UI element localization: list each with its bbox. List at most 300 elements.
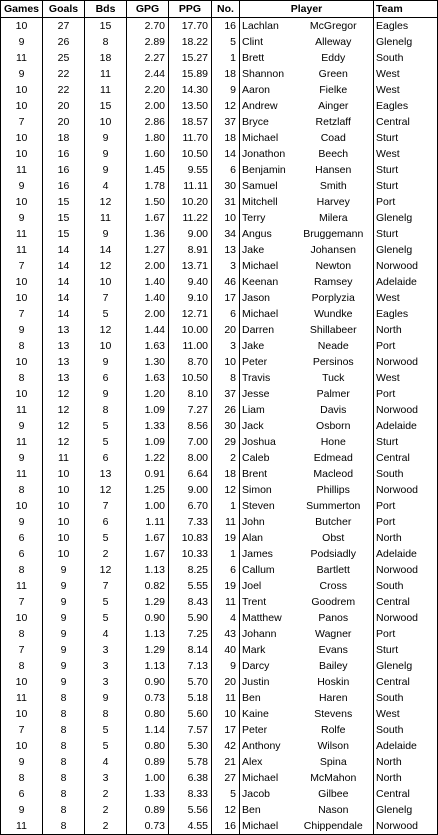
- cell-gpg: 1.25: [127, 482, 169, 498]
- cell-no: 6: [212, 306, 240, 322]
- cell-bds: 11: [85, 210, 127, 226]
- cell-games: 11: [1, 226, 43, 242]
- cell-goals: 8: [43, 690, 85, 706]
- cell-no: 3: [212, 258, 240, 274]
- cell-games: 11: [1, 434, 43, 450]
- cell-ppg: 5.30: [169, 738, 212, 754]
- cell-last-name: Bailey: [294, 658, 374, 674]
- cell-no: 37: [212, 114, 240, 130]
- cell-bds: 4: [85, 178, 127, 194]
- header-games: Games: [1, 1, 43, 18]
- cell-team: Port: [374, 514, 438, 530]
- cell-bds: 9: [85, 386, 127, 402]
- cell-games: 8: [1, 482, 43, 498]
- cell-last-name: Palmer: [294, 386, 374, 402]
- cell-goals: 20: [43, 114, 85, 130]
- cell-ppg: 8.10: [169, 386, 212, 402]
- cell-team: Norwood: [374, 402, 438, 418]
- cell-bds: 13: [85, 466, 127, 482]
- cell-bds: 10: [85, 338, 127, 354]
- cell-first-name: Michael: [240, 770, 294, 786]
- cell-gpg: 0.82: [127, 578, 169, 594]
- cell-last-name: Johansen: [294, 242, 374, 258]
- table-row: [1, 450, 438, 466]
- cell-last-name: Obst: [294, 530, 374, 546]
- cell-ppg: 10.20: [169, 194, 212, 210]
- cell-team: West: [374, 66, 438, 82]
- cell-bds: 9: [85, 690, 127, 706]
- cell-games: 11: [1, 402, 43, 418]
- cell-no: 5: [212, 34, 240, 50]
- cell-bds: 3: [85, 658, 127, 674]
- cell-no: 18: [212, 466, 240, 482]
- cell-first-name: Travis: [240, 370, 294, 386]
- cell-games: 10: [1, 738, 43, 754]
- cell-last-name: Coad: [294, 130, 374, 146]
- cell-games: 11: [1, 162, 43, 178]
- cell-bds: 6: [85, 450, 127, 466]
- table-row: [1, 706, 438, 722]
- cell-goals: 10: [43, 514, 85, 530]
- cell-team: Adelaide: [374, 274, 438, 290]
- table-row: [1, 738, 438, 754]
- table-row: [1, 98, 438, 114]
- table-row: [1, 354, 438, 370]
- cell-last-name: Macleod: [294, 466, 374, 482]
- cell-first-name: Trent: [240, 594, 294, 610]
- cell-bds: 9: [85, 146, 127, 162]
- cell-last-name: Alleway: [294, 34, 374, 50]
- cell-goals: 26: [43, 34, 85, 50]
- cell-first-name: Ben: [240, 802, 294, 818]
- cell-first-name: Joel: [240, 578, 294, 594]
- cell-ppg: 5.18: [169, 690, 212, 706]
- cell-gpg: 1.36: [127, 226, 169, 242]
- cell-gpg: 1.11: [127, 514, 169, 530]
- cell-games: 7: [1, 258, 43, 274]
- cell-last-name: Wagner: [294, 626, 374, 642]
- cell-team: West: [374, 290, 438, 306]
- cell-gpg: 0.80: [127, 738, 169, 754]
- cell-games: 7: [1, 114, 43, 130]
- cell-ppg: 7.33: [169, 514, 212, 530]
- cell-games: 9: [1, 210, 43, 226]
- cell-games: 10: [1, 498, 43, 514]
- cell-team: South: [374, 50, 438, 66]
- cell-goals: 12: [43, 402, 85, 418]
- cell-bds: 2: [85, 546, 127, 562]
- cell-goals: 10: [43, 498, 85, 514]
- table-row: [1, 594, 438, 610]
- cell-team: South: [374, 722, 438, 738]
- cell-bds: 15: [85, 98, 127, 114]
- header-gpg: GPG: [127, 1, 169, 18]
- cell-gpg: 1.67: [127, 530, 169, 546]
- cell-last-name: Tuck: [294, 370, 374, 386]
- cell-games: 10: [1, 146, 43, 162]
- cell-ppg: 10.00: [169, 322, 212, 338]
- cell-last-name: Ainger: [294, 98, 374, 114]
- table-row: [1, 274, 438, 290]
- header-bds: Bds: [85, 1, 127, 18]
- cell-games: 8: [1, 658, 43, 674]
- table-row: [1, 434, 438, 450]
- cell-bds: 8: [85, 706, 127, 722]
- table-row: [1, 786, 438, 802]
- cell-team: Adelaide: [374, 418, 438, 434]
- cell-goals: 8: [43, 738, 85, 754]
- cell-gpg: 1.13: [127, 562, 169, 578]
- cell-ppg: 11.70: [169, 130, 212, 146]
- cell-first-name: Michael: [240, 258, 294, 274]
- cell-first-name: Ben: [240, 690, 294, 706]
- cell-first-name: Steven: [240, 498, 294, 514]
- cell-ppg: 8.70: [169, 354, 212, 370]
- cell-team: Port: [374, 626, 438, 642]
- cell-last-name: Fielke: [294, 82, 374, 98]
- cell-ppg: 17.70: [169, 18, 212, 35]
- table-row: [1, 562, 438, 578]
- cell-ppg: 5.55: [169, 578, 212, 594]
- cell-last-name: Hansen: [294, 162, 374, 178]
- cell-no: 12: [212, 482, 240, 498]
- cell-team: Adelaide: [374, 546, 438, 562]
- cell-gpg: 0.80: [127, 706, 169, 722]
- cell-first-name: Darren: [240, 322, 294, 338]
- cell-bds: 4: [85, 754, 127, 770]
- cell-no: 29: [212, 434, 240, 450]
- cell-ppg: 6.70: [169, 498, 212, 514]
- cell-bds: 5: [85, 594, 127, 610]
- cell-gpg: 1.20: [127, 386, 169, 402]
- cell-last-name: Phillips: [294, 482, 374, 498]
- header-row: [1, 1, 438, 18]
- table-row: [1, 818, 438, 835]
- cell-team: North: [374, 530, 438, 546]
- cell-bds: 3: [85, 642, 127, 658]
- cell-goals: 12: [43, 386, 85, 402]
- cell-goals: 13: [43, 354, 85, 370]
- cell-no: 46: [212, 274, 240, 290]
- table-row: [1, 242, 438, 258]
- table-row: [1, 210, 438, 226]
- cell-bds: 12: [85, 562, 127, 578]
- cell-first-name: Kaine: [240, 706, 294, 722]
- cell-games: 10: [1, 674, 43, 690]
- cell-last-name: Gilbee: [294, 786, 374, 802]
- table-row: [1, 18, 438, 35]
- cell-team: Glenelg: [374, 242, 438, 258]
- cell-games: 10: [1, 194, 43, 210]
- cell-goals: 14: [43, 306, 85, 322]
- cell-gpg: 1.50: [127, 194, 169, 210]
- cell-no: 20: [212, 674, 240, 690]
- cell-games: 9: [1, 450, 43, 466]
- cell-team: Norwood: [374, 562, 438, 578]
- cell-goals: 10: [43, 546, 85, 562]
- cell-gpg: 1.80: [127, 130, 169, 146]
- cell-goals: 8: [43, 754, 85, 770]
- cell-team: Sturt: [374, 434, 438, 450]
- cell-goals: 13: [43, 338, 85, 354]
- cell-ppg: 15.89: [169, 66, 212, 82]
- cell-games: 11: [1, 466, 43, 482]
- cell-gpg: 1.33: [127, 418, 169, 434]
- cell-bds: 9: [85, 226, 127, 242]
- cell-games: 10: [1, 82, 43, 98]
- cell-bds: 14: [85, 242, 127, 258]
- cell-gpg: 1.00: [127, 770, 169, 786]
- cell-games: 6: [1, 546, 43, 562]
- cell-gpg: 1.40: [127, 290, 169, 306]
- cell-team: South: [374, 466, 438, 482]
- cell-team: Central: [374, 674, 438, 690]
- cell-ppg: 8.56: [169, 418, 212, 434]
- cell-bds: 5: [85, 530, 127, 546]
- cell-ppg: 8.43: [169, 594, 212, 610]
- cell-ppg: 9.10: [169, 290, 212, 306]
- cell-gpg: 1.09: [127, 402, 169, 418]
- cell-gpg: 1.14: [127, 722, 169, 738]
- table-row: [1, 498, 438, 514]
- cell-team: North: [374, 754, 438, 770]
- cell-goals: 8: [43, 722, 85, 738]
- cell-games: 7: [1, 642, 43, 658]
- cell-gpg: 1.30: [127, 354, 169, 370]
- table-row: [1, 130, 438, 146]
- cell-games: 9: [1, 754, 43, 770]
- cell-team: North: [374, 322, 438, 338]
- cell-bds: 5: [85, 306, 127, 322]
- table-row: [1, 514, 438, 530]
- cell-goals: 13: [43, 322, 85, 338]
- cell-gpg: 0.91: [127, 466, 169, 482]
- cell-gpg: 0.89: [127, 754, 169, 770]
- cell-first-name: Johann: [240, 626, 294, 642]
- cell-no: 10: [212, 354, 240, 370]
- cell-ppg: 10.83: [169, 530, 212, 546]
- cell-gpg: 0.89: [127, 802, 169, 818]
- cell-goals: 10: [43, 530, 85, 546]
- cell-gpg: 2.00: [127, 306, 169, 322]
- cell-first-name: Michael: [240, 818, 294, 835]
- cell-gpg: 1.09: [127, 434, 169, 450]
- cell-first-name: Andrew: [240, 98, 294, 114]
- cell-team: Glenelg: [374, 210, 438, 226]
- cell-ppg: 4.55: [169, 818, 212, 835]
- table-row: [1, 370, 438, 386]
- cell-gpg: 0.73: [127, 690, 169, 706]
- cell-bds: 4: [85, 626, 127, 642]
- cell-team: West: [374, 370, 438, 386]
- cell-games: 11: [1, 242, 43, 258]
- cell-games: 10: [1, 706, 43, 722]
- cell-first-name: Shannon: [240, 66, 294, 82]
- cell-goals: 14: [43, 242, 85, 258]
- cell-games: 10: [1, 354, 43, 370]
- table-row: [1, 722, 438, 738]
- cell-last-name: Cross: [294, 578, 374, 594]
- table-row: [1, 34, 438, 50]
- cell-last-name: Neade: [294, 338, 374, 354]
- cell-team: South: [374, 690, 438, 706]
- table-row: [1, 290, 438, 306]
- cell-bds: 2: [85, 818, 127, 835]
- cell-last-name: Wilson: [294, 738, 374, 754]
- cell-first-name: Mark: [240, 642, 294, 658]
- cell-ppg: 7.57: [169, 722, 212, 738]
- cell-last-name: Chippendale: [294, 818, 374, 835]
- table-row: [1, 578, 438, 594]
- cell-bds: 5: [85, 722, 127, 738]
- cell-first-name: Benjamin: [240, 162, 294, 178]
- cell-first-name: Alan: [240, 530, 294, 546]
- cell-games: 9: [1, 514, 43, 530]
- cell-games: 7: [1, 594, 43, 610]
- table-row: [1, 50, 438, 66]
- cell-no: 4: [212, 610, 240, 626]
- cell-no: 12: [212, 98, 240, 114]
- table-row: [1, 258, 438, 274]
- cell-last-name: Spina: [294, 754, 374, 770]
- cell-first-name: Clint: [240, 34, 294, 50]
- table-row: [1, 306, 438, 322]
- cell-no: 26: [212, 402, 240, 418]
- cell-no: 3: [212, 338, 240, 354]
- cell-goals: 12: [43, 434, 85, 450]
- table-row: [1, 386, 438, 402]
- cell-gpg: 2.44: [127, 66, 169, 82]
- cell-goals: 15: [43, 210, 85, 226]
- cell-last-name: Porplyzia: [294, 290, 374, 306]
- cell-ppg: 8.14: [169, 642, 212, 658]
- cell-goals: 9: [43, 578, 85, 594]
- cell-gpg: 1.60: [127, 146, 169, 162]
- cell-team: West: [374, 82, 438, 98]
- table-row: [1, 402, 438, 418]
- cell-bds: 11: [85, 82, 127, 98]
- cell-team: Sturt: [374, 178, 438, 194]
- cell-goals: 12: [43, 418, 85, 434]
- cell-team: Eagles: [374, 98, 438, 114]
- cell-no: 18: [212, 130, 240, 146]
- cell-first-name: Callum: [240, 562, 294, 578]
- cell-games: 7: [1, 306, 43, 322]
- table-row: [1, 194, 438, 210]
- cell-goals: 10: [43, 466, 85, 482]
- cell-last-name: McMahon: [294, 770, 374, 786]
- cell-gpg: 1.13: [127, 626, 169, 642]
- cell-ppg: 12.71: [169, 306, 212, 322]
- cell-last-name: Bartlett: [294, 562, 374, 578]
- cell-first-name: Jacob: [240, 786, 294, 802]
- cell-bds: 2: [85, 802, 127, 818]
- cell-goals: 9: [43, 626, 85, 642]
- cell-team: Sturt: [374, 226, 438, 242]
- cell-last-name: Retzlaff: [294, 114, 374, 130]
- cell-ppg: 6.38: [169, 770, 212, 786]
- cell-no: 34: [212, 226, 240, 242]
- cell-bds: 5: [85, 738, 127, 754]
- table-row: [1, 610, 438, 626]
- cell-no: 30: [212, 178, 240, 194]
- cell-bds: 7: [85, 290, 127, 306]
- cell-ppg: 10.50: [169, 370, 212, 386]
- cell-first-name: Michael: [240, 130, 294, 146]
- cell-gpg: 2.27: [127, 50, 169, 66]
- cell-goals: 8: [43, 706, 85, 722]
- cell-gpg: 1.00: [127, 498, 169, 514]
- cell-team: Port: [374, 338, 438, 354]
- table-row: [1, 82, 438, 98]
- cell-team: Norwood: [374, 354, 438, 370]
- cell-games: 11: [1, 50, 43, 66]
- cell-team: Central: [374, 114, 438, 130]
- cell-gpg: 2.70: [127, 18, 169, 35]
- cell-ppg: 11.22: [169, 210, 212, 226]
- cell-last-name: Persinos: [294, 354, 374, 370]
- cell-first-name: Terry: [240, 210, 294, 226]
- cell-no: 12: [212, 802, 240, 818]
- table-row: [1, 530, 438, 546]
- cell-last-name: Smith: [294, 178, 374, 194]
- cell-gpg: 0.90: [127, 674, 169, 690]
- cell-games: 9: [1, 178, 43, 194]
- cell-no: 6: [212, 162, 240, 178]
- cell-games: 9: [1, 418, 43, 434]
- cell-first-name: Jason: [240, 290, 294, 306]
- cell-goals: 16: [43, 146, 85, 162]
- cell-goals: 9: [43, 562, 85, 578]
- cell-games: 8: [1, 338, 43, 354]
- cell-first-name: Simon: [240, 482, 294, 498]
- cell-games: 7: [1, 722, 43, 738]
- cell-no: 11: [212, 594, 240, 610]
- cell-ppg: 9.55: [169, 162, 212, 178]
- table-row: [1, 690, 438, 706]
- cell-games: 9: [1, 802, 43, 818]
- cell-goals: 8: [43, 786, 85, 802]
- cell-last-name: Butcher: [294, 514, 374, 530]
- cell-games: 10: [1, 274, 43, 290]
- cell-gpg: 2.89: [127, 34, 169, 50]
- cell-first-name: Jake: [240, 242, 294, 258]
- cell-bds: 12: [85, 322, 127, 338]
- cell-bds: 5: [85, 418, 127, 434]
- cell-gpg: 1.63: [127, 370, 169, 386]
- cell-bds: 10: [85, 274, 127, 290]
- cell-first-name: Brett: [240, 50, 294, 66]
- cell-last-name: Nason: [294, 802, 374, 818]
- cell-last-name: Goodrem: [294, 594, 374, 610]
- cell-goals: 11: [43, 450, 85, 466]
- cell-ppg: 8.25: [169, 562, 212, 578]
- cell-ppg: 6.64: [169, 466, 212, 482]
- cell-ppg: 5.60: [169, 706, 212, 722]
- cell-first-name: Lachlan: [240, 18, 294, 35]
- cell-games: 9: [1, 66, 43, 82]
- cell-goals: 8: [43, 802, 85, 818]
- cell-first-name: Liam: [240, 402, 294, 418]
- table-row: [1, 754, 438, 770]
- cell-games: 10: [1, 386, 43, 402]
- cell-no: 31: [212, 194, 240, 210]
- cell-last-name: Hone: [294, 434, 374, 450]
- cell-goals: 15: [43, 194, 85, 210]
- cell-first-name: Darcy: [240, 658, 294, 674]
- cell-no: 30: [212, 418, 240, 434]
- cell-bds: 6: [85, 514, 127, 530]
